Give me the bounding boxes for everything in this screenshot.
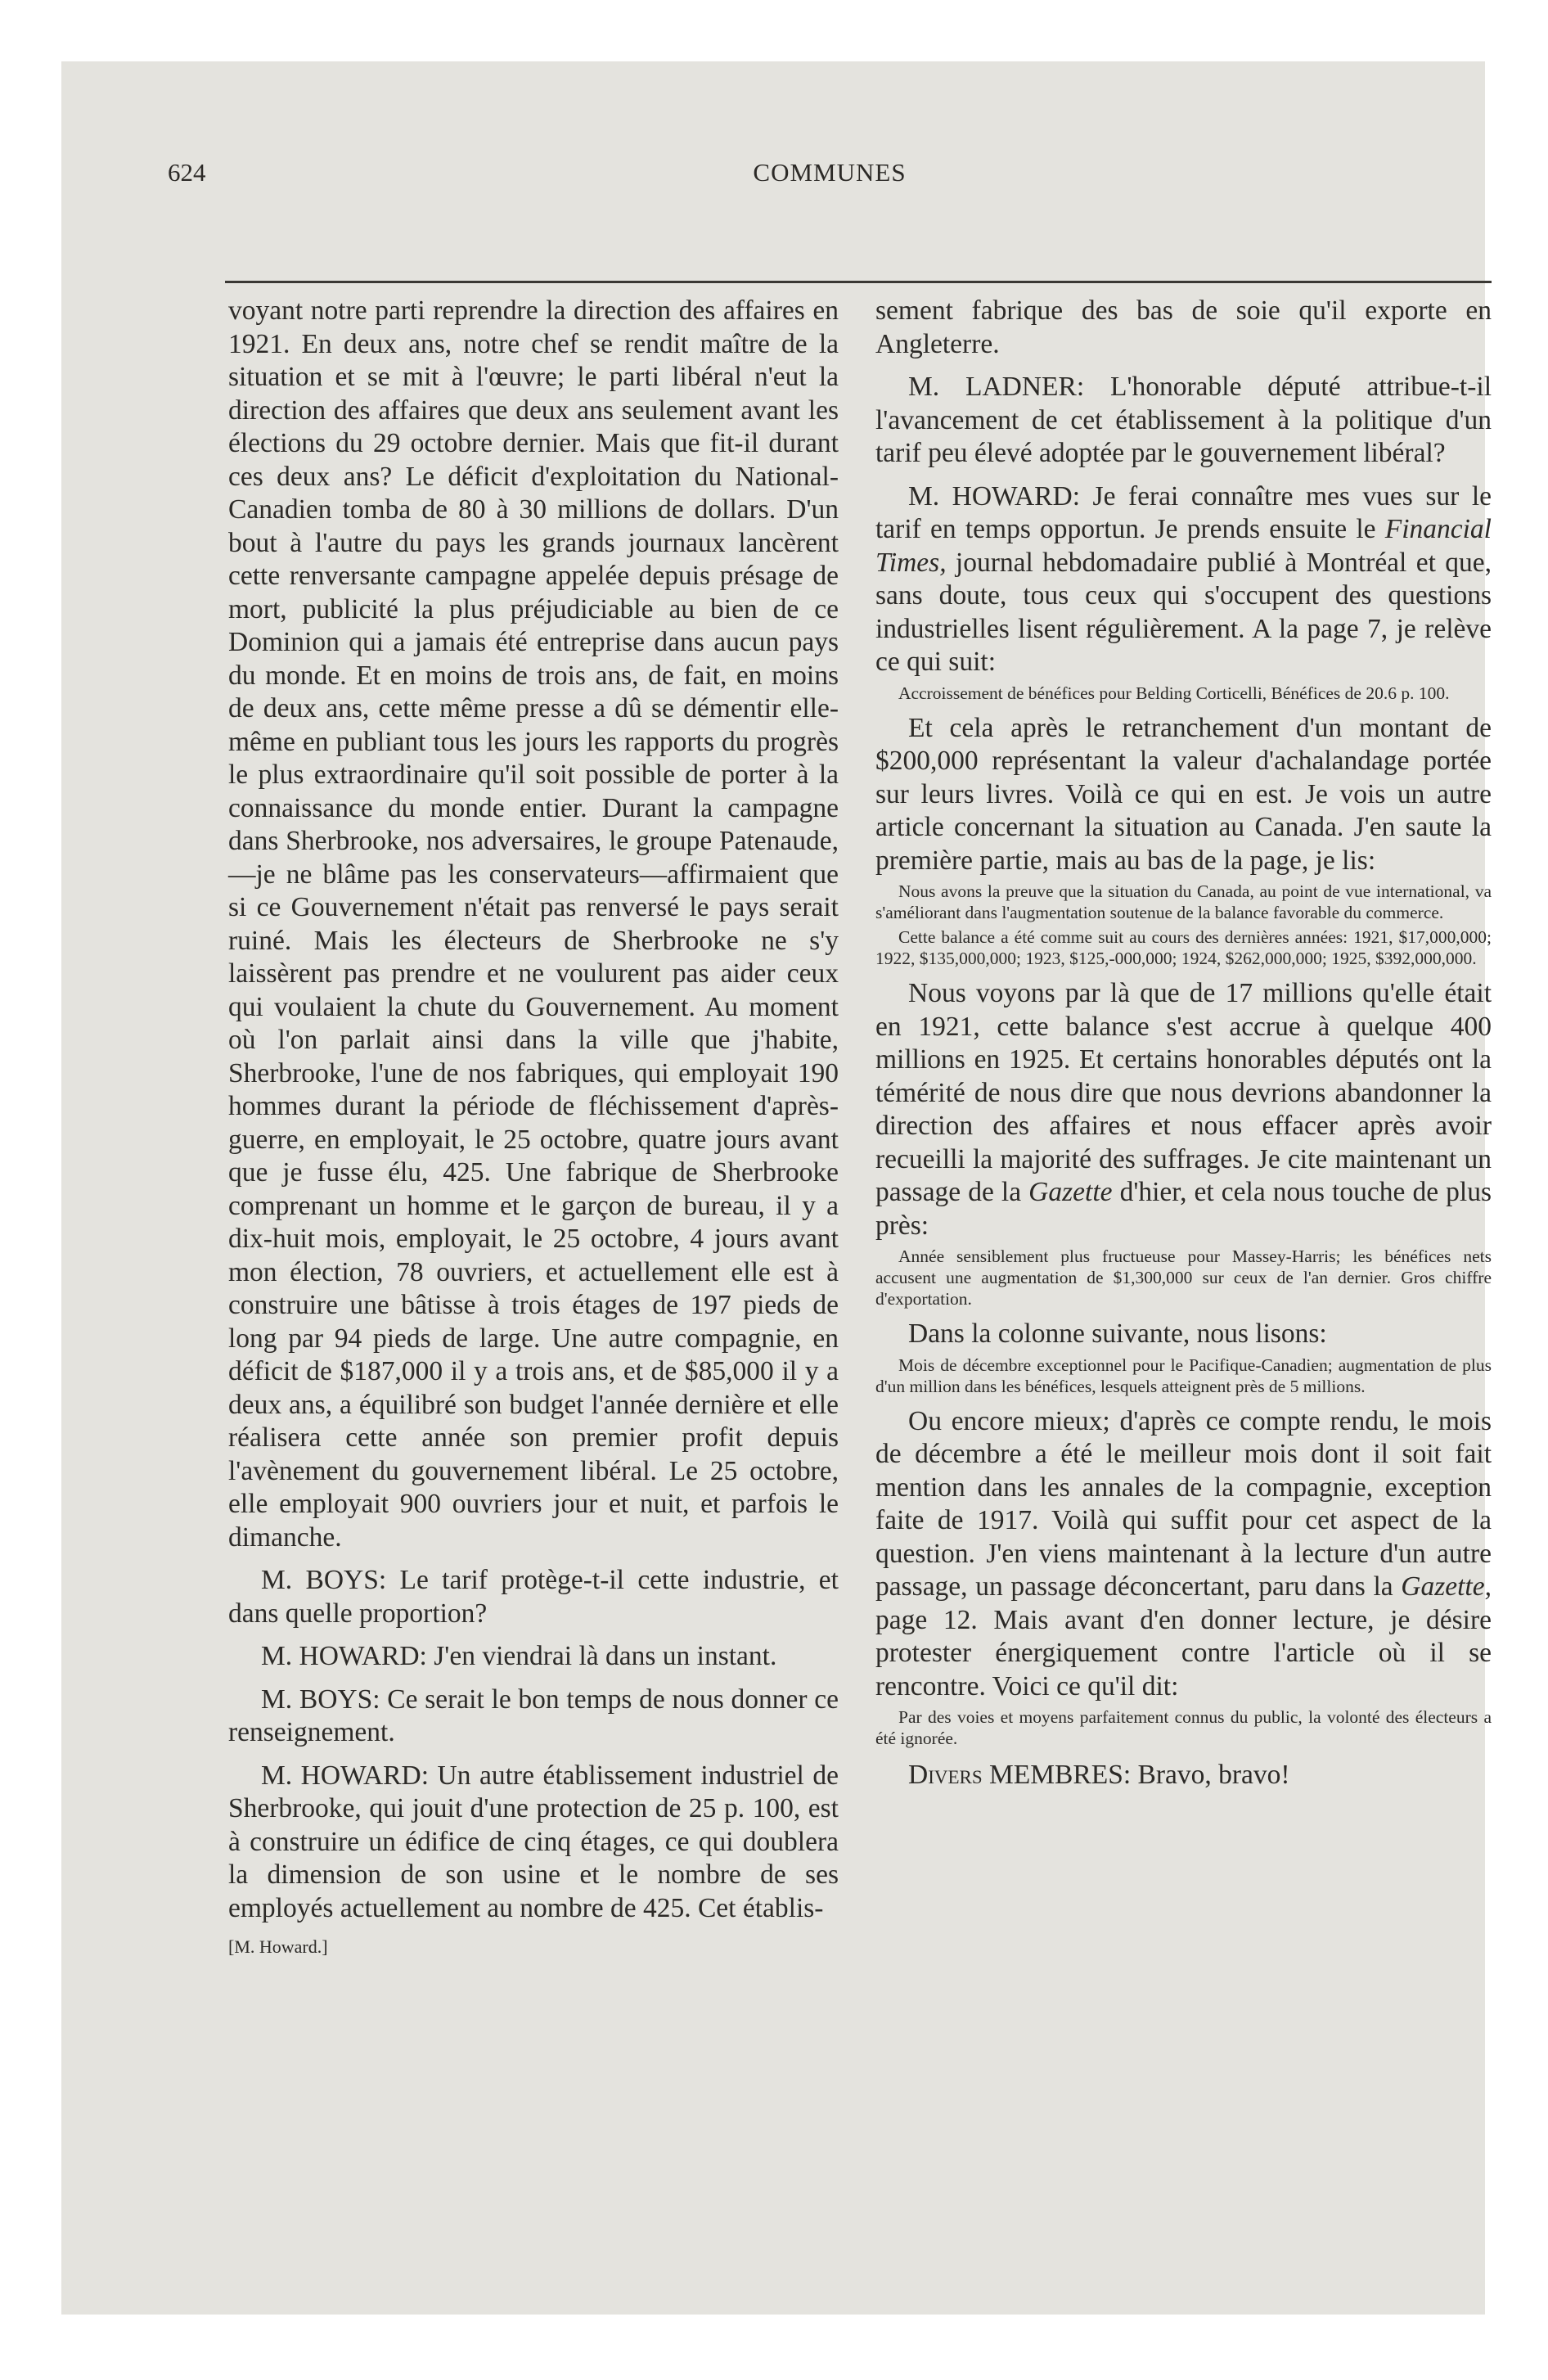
left-paragraph-3 — [228, 1640, 839, 1674]
left-paragraph-5 — [228, 1760, 839, 1926]
publication-title: Financial Times, — [875, 514, 1492, 578]
quotation-2a: Nous avons la preuve que la situation du Canada, au point de vue international, va s'améliorant dans l'augmentation soutenue de la balance favorable du commerce. — [875, 881, 1492, 922]
header-rule — [225, 281, 1492, 283]
left-paragraph-2 — [228, 1564, 839, 1630]
speech-text: Ce serait le bon temps de nous donner ce renseignement. — [228, 1684, 839, 1747]
left-column — [228, 295, 839, 1958]
speaker-name: M. HOWARD: — [908, 480, 1081, 512]
speaker-name: M. HOWARD: — [261, 1760, 430, 1791]
left-paragraph-4 — [228, 1684, 839, 1750]
speech-text: d'hier, et cela nous touche de plus près: — [875, 1177, 1492, 1241]
publication-title: Gazette, — [1401, 1571, 1492, 1602]
quotation-3: Année sensiblement plus fructueuse pour Massey-Harris; les bénéfices nets accusent une augmentation de $1,300,000 sur ceux de l'an dernier. Gros chiffre d'exportation. — [875, 1246, 1492, 1309]
speech-text: Bravo, bravo! — [1131, 1760, 1290, 1790]
speaker-attribution: [M. Howard.] — [228, 1936, 328, 1957]
speech-text: journal hebdomadaire publié à Montréal et que, sans doute, tous ceux qui s'occupent des questions industrielles lisent régulièrement. A la page 7, je relève ce qui suit: — [875, 547, 1492, 677]
left-paragraph-1: voyant notre parti reprendre la direction des affaires en 1921. En deux ans, notre chef se rendit maître de la situation et se mit à l'œuvre; le parti libéral n'eut la direction des affaires que deux ans seulement avant les élections du 29 octobre dernier. Mais que fit-il durant ces deux ans? Le déficit d'exploitation du National-Canadien tomba de 80 à 30 millions de dollars. D'un bout à l'autre du pays les grands journaux lancèrent cette renversante campagne appelée depuis présage de mort, publicité la plus préjudiciable au bien de ce Dominion qui a jamais été entreprise dans aucun pays du monde. Et en moins de trois ans, de fait, en moins de deux ans, cette même presse a dû se démentir elle-même en publiant tous les jours les rapports du progrès le plus extraordinaire qu'il soit possible de porter à la connaissance du monde entier. Durant la campagne dans Sherbrooke, nos adversaires, le groupe Patenaude,—je ne blâme pas les conservateurs—affirmaient que si ce Gouvernement n'était pas renversé le pays serait ruiné. Mais les électeurs de Sherbrooke ne s'y laissèrent pas prendre et ne voulurent pas aider ceux qui voulaient la chute du Gouvernement. Au moment où l'on parlait ainsi dans la ville que j'habite, Sherbrooke, l'une de nos fabriques, qui employait 190 hommes durant la période de fléchissement d'après-guerre, en employait, le 25 octobre, quatre jours avant que je fusse élu, 425. Une fabrique de Sherbrooke comprenant un homme et le garçon de bureau, il y a dix-huit mois, employait, le 25 octobre, 4 jours avant mon élection, 78 ouvriers, et actuellement elle est à construire une bâtisse à trois étages de 197 pieds de long par 94 pieds de large. Une autre compagnie, en déficit de $187,000 il y a trois ans, et de $85,000 il y a deux ans, a équilibré son budget l'année dernière et elle réalisera cette année son premier profit depuis l'avènement du gouvernement libéral. Le 25 octobre, elle employait 900 ouvriers jour et nuit, et parfois le dimanche. — [228, 295, 839, 1553]
right-paragraph-2 — [875, 371, 1492, 471]
speech-text: page 12. Mais avant d'en donner lecture, je désire protester énergiquement contre l'article où il se rencontre. Voici ce qu'il dit: — [875, 1604, 1492, 1702]
speech-text: L'honorable député attribue-t-il l'avancement de cet établissement à la politique d'un tarif peu élevé adoptée par le gouvernement libéral? — [875, 372, 1492, 468]
speech-text: J'en viendrai là dans un instant. — [426, 1641, 777, 1671]
right-paragraph-7 — [875, 1405, 1492, 1704]
running-title: COMMUNES — [753, 158, 907, 187]
speaker-name: Divers MEMBRES: — [908, 1760, 1132, 1790]
speech-text: Je ferai connaître mes vues sur le tarif en temps opportun. Je prends ensuite le — [875, 480, 1492, 544]
speech-text: Nous voyons par là que de 17 millions qu'elle était en 1921, cette balance s'est accrue à quelque 400 millions en 1925. Et certains honorables députés ont la témérité de nous dire que nous devrions abandonner la direction des affaires et nous effacer après avoir recueilli la majorité des suffrages. Je cite maintenant un passage de la — [875, 978, 1492, 1207]
speaker-name: M. BOYS: — [261, 1684, 380, 1715]
quotation-4: Mois de décembre exceptionnel pour le Pacifique-Canadien; augmentation de plus d'un million dans les bénéfices, lesquels atteignent près de 5 millions. — [875, 1355, 1492, 1396]
speaker-name: M. HOWARD: — [261, 1641, 427, 1671]
right-paragraph-5 — [875, 977, 1492, 1242]
speech-text: Un autre établissement industriel de Sherbrooke, qui jouit d'une protection de 25 p. 100, est à construire un édifice de cinq étages, ce qui doublera la dimension de son usine et le nombre de ses employés actuellement au nombre de 425. Cet établis- — [228, 1760, 839, 1923]
publication-title: Gazette — [1028, 1177, 1113, 1207]
right-paragraph-1: sement fabrique des bas de soie qu'il exporte en Angleterre. — [875, 295, 1492, 359]
right-paragraph-6: Dans la colonne suivante, nous lisons: — [908, 1318, 1327, 1349]
speaker-name: M. LADNER: — [908, 372, 1085, 402]
quotation-1: Accroissement de bénéfices pour Belding Corticelli, Bénéfices de 20.6 p. 100. — [898, 683, 1450, 703]
speech-text: Ou encore mieux; d'après ce compte rendu, le mois de décembre a été le meilleur mois dont il soit fait mention dans les annales de la compagnie, exception faite de 1917. Voilà qui suffit pour cet aspect de la question. J'en viens maintenant à la lecture d'un autre passage, un passage déconcertant, paru dans la — [875, 1405, 1492, 1602]
quotation-2b: Cette balance a été comme suit au cours des dernières années: 1921, $17,000,000; 1922, $135,000,000; 1923, $125,-000,000; 1924, $262,000,000; 1925, $392,000,000. — [875, 927, 1492, 968]
right-paragraph-4: Et cela après le retranchement d'un montant de $200,000 représentant la valeur d'achalandage portée sur leurs livres. Voilà ce qui en est. Je vois un autre article concernant la situation au Canada. J'en saute la première partie, mais au bas de la page, je lis: — [875, 712, 1492, 876]
page-number: 624 — [168, 158, 206, 187]
right-paragraph-8 — [875, 1759, 1492, 1792]
speech-text: Le tarif protège-t-il cette industrie, et dans quelle proportion? — [228, 1565, 839, 1629]
speaker-name: M. BOYS: — [261, 1565, 387, 1595]
running-header — [168, 158, 1492, 199]
quotation-5: Par des voies et moyens parfaitement connus du public, la volonté des électeurs a été ignorée. — [875, 1707, 1492, 1748]
right-column — [875, 295, 1492, 1792]
scanned-page — [61, 61, 1492, 2315]
right-paragraph-3 — [875, 480, 1492, 679]
